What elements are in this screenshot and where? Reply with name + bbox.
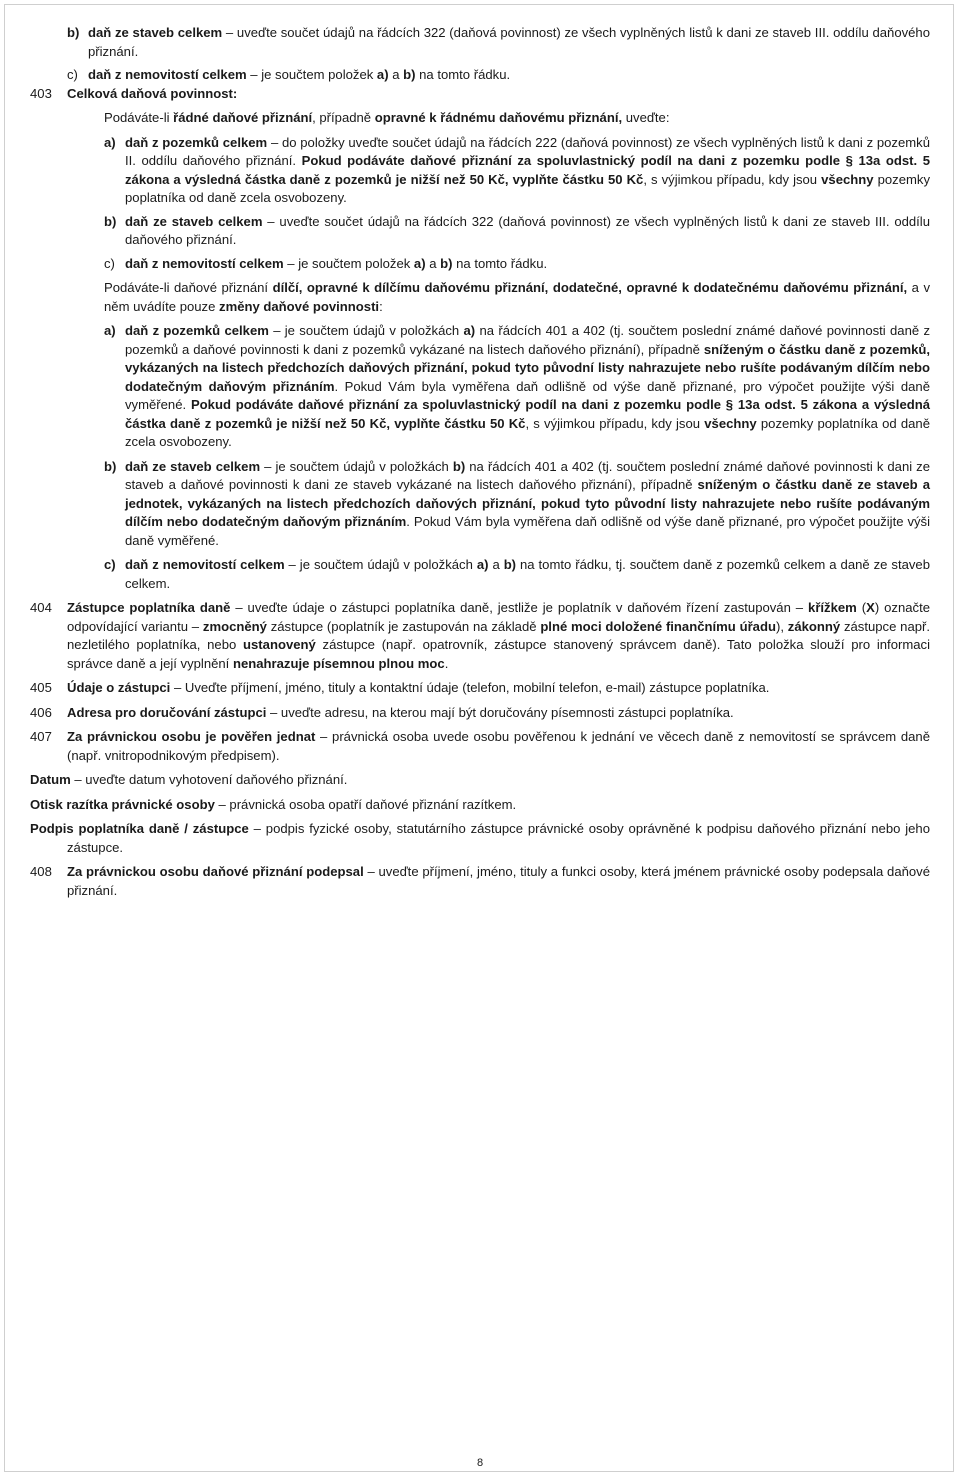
item-text: daň z pozemků celkem – do položky uveďte součet údajů na řádcích 222 (daňová povinnost) ze všech vyplněných listů k dani z pozemků II. oddílu daňového přiznání. Pokud podáváte daňové přiznání za spoluvlastnický podíl na dani z pozemku podle § 13a odst. 5 zákona a výsledná částka daně z pozemků je nižší než 50 Kč, vyplňte částku 50 Kč, s výjimkou případu, kdy jsou všechny pozemky poplatníka od daně zcela osvobozeny. (125, 134, 930, 205)
list-item-b2 (104, 458, 930, 551)
list-item-a (104, 134, 930, 208)
section-podpis: Podpis poplatníka daně / zástupce – podpis fyzické osoby, statutárního zástupce právnické osoby oprávněné k podpisu daňového přiznání nebo jeho zástupce. (30, 821, 930, 855)
item-text: daň z nemovitostí celkem – je součtem položek a) a b) na tomto řádku. (125, 255, 548, 271)
list-item-c (104, 255, 930, 274)
item-text: daň z pozemků celkem – je součtem údajů v položkách a) na řádcích 401 a 402 (tj. součtem poslední známé daňové povinnosti daně z pozemků a daňové povinnosti k dani z pozemků vykázané na listech daňového přiznání), případně sníženým o částku daně z pozemků, vykázaných na listech předchozích daňových přiznání, pokud tyto původní listy nahrazujete nebo rušíte podávaným dílčím nebo dodatečným daňovým přiznáním. Pokud Vám byla vyměřena daň odlišně od výše daně přiznané, pro výpočet použijte výši daně vyměřené. Pokud podáváte daňové přiznání za spoluvlastnický podíl na dani z pozemku podle § 13a odst. 5 zákona a výsledná částka daně z pozemků je nižší než 50 Kč, vyplňte částku 50 Kč, s výjimkou případu, kdy jsou všechny pozemky poplatníka od daně zcela osvobozeny. (125, 323, 931, 449)
section-405 (30, 679, 930, 698)
list-item-c-top (67, 66, 930, 85)
list-item-a2 (104, 322, 930, 452)
section-text: Adresa pro doručování zástupci – uveďte adresu, na kterou mají být doručovány písemnosti zástupci poplatníka. (67, 704, 734, 720)
list-item-b-top (67, 24, 930, 61)
item-label: c) (104, 557, 116, 572)
section-title: Celková daňová povinnost: (67, 85, 238, 101)
section-404 (30, 599, 930, 673)
row-number: 408 (30, 864, 52, 879)
item-text: daň z nemovitostí celkem – je součtem údajů v položkách a) a b) na tomto řádku, tj. součtem daně z pozemků celkem a daně ze staveb celkem. (125, 557, 930, 591)
row-number: 406 (30, 704, 52, 720)
list-item-b (104, 213, 930, 250)
item-text: daň z nemovitostí celkem – je součtem položek a) a b) na tomto řádku. (88, 67, 511, 82)
section-text: Za právnickou osobu je pověřen jednat – právnická osoba uvede osobu pověřenou k jednání ve věcech daně z nemovitostí se správcem daně (např. vnitropodnikovým předpisem). (67, 729, 930, 763)
item-text: daň ze staveb celkem – uveďte součet údajů na řádcích 322 (daňová povinnost) ze všech vyplněných listů k dani ze staveb III. oddílu daňového přiznání. (88, 25, 930, 59)
paragraph-partial: Podáváte-li daňové přiznání dílčí, opravné k dílčímu daňovému přiznání, dodatečné, opravné k dodatečnému daňovému přiznání, a v něm uvádíte pouze změny daňové povinnosti: (104, 280, 930, 314)
row-number: 407 (30, 729, 52, 744)
row-number: 403 (30, 85, 52, 101)
item-label: b) (67, 25, 80, 40)
section-otisk: Otisk razítka právnické osoby – právnická osoba opatří daňové přiznání razítkem. (30, 796, 517, 812)
item-label: c) (104, 255, 115, 271)
section-403 (30, 85, 930, 104)
paragraph-intro: Podáváte-li řádné daňové přiznání, případně opravné k řádnému daňovému přiznání, uveďte: (104, 110, 670, 125)
document-body (30, 24, 931, 900)
item-label: b) (104, 213, 117, 229)
section-text: Údaje o zástupci – Uveďte příjmení, jméno, tituly a kontaktní údaje (telefon, mobilní telefon, e-mail) zástupce poplatníka. (67, 680, 770, 695)
item-text: daň ze staveb celkem – uveďte součet údajů na řádcích 322 (daňová povinnost) ze všech vyplněných listů k dani ze staveb III. oddílu daňového přiznání. (125, 213, 930, 247)
section-407 (30, 728, 930, 765)
page-number: 8 (476, 1457, 484, 1469)
item-label: a) (104, 323, 116, 338)
item-text: daň ze staveb celkem – je součtem údajů v položkách b) na řádcích 401 a 402 (tj. součtem poslední známé daňové povinnosti k dani ze staveb a daňové povinnosti k dani ze staveb vykázané na listech daňového přiznání), případně sníženým o částku daně ze staveb a jednotek, vykázaných na listech předchozích daňových přiznání, pokud tyto původní listy nahrazujete nebo rušíte podávaným dílčím nebo dodatečným daňovým přiznáním. Pokud Vám byla vyměřena daň odlišně od výše daně přiznané, pro výpočet použijte výši daně vyměřené. (125, 458, 931, 548)
section-408 (30, 863, 930, 900)
section-text: Za právnickou osobu daňové přiznání podepsal – uveďte příjmení, jméno, tituly a funkci osoby, která jménem právnické osoby podepsala daňové přiznání. (67, 864, 930, 898)
section-datum: Datum – uveďte datum vyhotovení daňového přiznání. (30, 772, 348, 787)
section-text: Zástupce poplatníka daně – uveďte údaje o zástupci poplatníka daně, jestliže je poplatník v daňovém řízení zastupován – křížkem (X) označte odpovídající variantu – zmocněný zástupce (poplatník je zastupován na základě plné moci doložené finančnímu úřadu), zákonný zástupce např. nezletilého poplatníka, nebo ustanovený zástupce (např. opatrovník, zástupce stanovený správcem daně). Tato položka slouží pro informaci správce daně a její vyplnění nenahrazuje písemnou plnou moc. (67, 600, 931, 671)
item-label: b) (104, 458, 117, 474)
row-number: 405 (30, 680, 52, 695)
item-label: c) (67, 67, 78, 82)
list-item-c2 (104, 556, 930, 593)
section-406 (30, 704, 930, 723)
row-number: 404 (30, 600, 52, 615)
section-403-body (67, 109, 930, 593)
item-label: a) (104, 134, 116, 150)
